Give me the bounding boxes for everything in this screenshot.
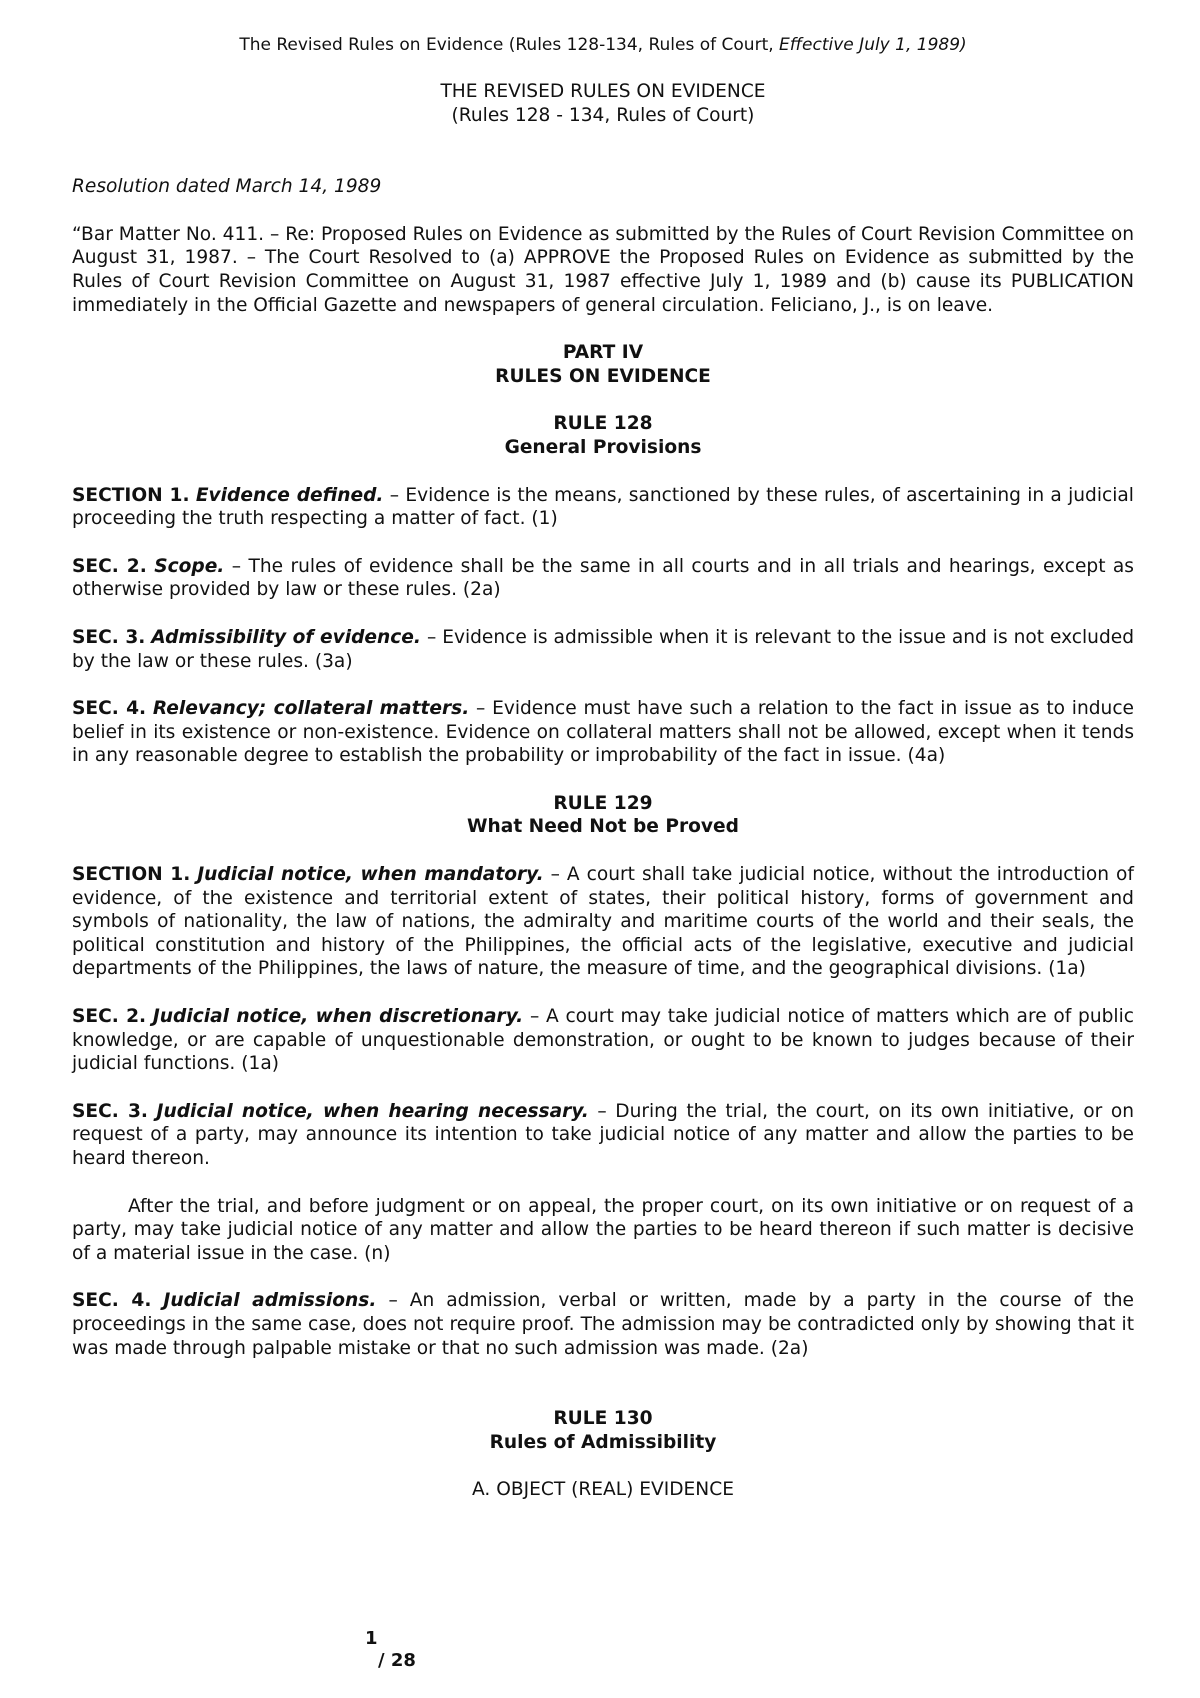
rule-129-section-3 (72, 1100, 1134, 1171)
part-title: RULES ON EVIDENCE (495, 365, 711, 387)
document-subtitle: (Rules 128 - 134, Rules of Court) (451, 104, 755, 126)
document-page (72, 34, 1134, 1502)
part-number: PART IV (562, 342, 644, 364)
section-label: SECTION 1. (72, 484, 190, 506)
section-label: SEC. 2. (72, 1006, 147, 1028)
section-text: – A court shall take judicial notice, without the introduction of evidence, of the existence and territorial extent of states, their political history, forms of government and symbols of nationality, the law of nations, the admiralty and maritime courts of the world and their seals, the political constitution and history of the Philippines, the official acts of the legislative, executive and judicial departments of the Philippines, the laws of nature, the measure of time, and the geographical divisions. (1a) (72, 864, 1134, 980)
section-title: Judicial notice, when discretionary. (152, 1006, 524, 1028)
section-title: Judicial notice, when hearing necessary. (156, 1100, 589, 1122)
document-title: THE REVISED RULES ON EVIDENCE (440, 81, 766, 102)
rule-128-section-1 (72, 484, 1134, 531)
section-title: Relevancy; collateral matters. (152, 698, 470, 720)
rule-129-section-1 (72, 863, 1134, 981)
page-number: 1 (365, 1628, 378, 1649)
section-title: Judicial admissions. (163, 1290, 377, 1312)
section-text: – Evidence is the means, sanctioned by these rules, of ascertaining in a judicial proceeding the truth respecting a matter of fact. (1) (72, 484, 1134, 530)
rule-128-number: RULE 128 (553, 413, 653, 435)
page-total: / 28 (378, 1650, 416, 1671)
section-title: Scope. (154, 555, 225, 577)
section-text: – The rules of evidence shall be the same in all courts and in all trials and hearings, except as otherwise provided by law or these rules. (2a) (72, 555, 1134, 601)
section-text: – An admission, verbal or written, made by a party in the course of the proceedings in the same case, does not require proof. The admission may be contradicted only by showing that it was made through palpable mistake or that no such admission was made. (2a) (72, 1290, 1134, 1359)
section-text: – Evidence is admissible when it is relevant to the issue and is not excluded by the law or these rules. (3a) (72, 626, 1135, 672)
resolution-date: Resolution dated March 14, 1989 (72, 176, 382, 198)
object-evidence-heading: A. OBJECT (REAL) EVIDENCE (472, 1479, 734, 1501)
running-header (72, 34, 1134, 56)
resolution-text: “Bar Matter No. 411. – Re: Proposed Rules on Evidence as submitted by the Rules of Court Revision Committee on August 31, 1987. – The Court Resolved to (a) APPROVE the Proposed Rules on Evidence as submitted by the Rules of Court Revision Committee on August 31, 1987 effective July 1, 1989 and (b) cause its PUBLICATION immediately in the Official Gazette and newspapers of general circulation. Feliciano, J., is on leave. (72, 223, 1134, 316)
section-label: SEC. 2. (72, 555, 147, 577)
rule-130-number: RULE 130 (553, 1408, 653, 1430)
section-text: – During the trial, the court, on its own initiative, or on request of a party, may announce its intention to take judicial notice of any matter and allow the parties to be heard thereon. (72, 1100, 1134, 1169)
section-text: – A court may take judicial notice of matters which are of public knowledge, or are capable of unquestionable demonstration, or ought to be known to judges because of their judicial functions. (1a) (72, 1006, 1134, 1075)
section-label: SECTION 1. (72, 864, 191, 886)
rule-129-section-4 (72, 1289, 1134, 1360)
section-title: Judicial notice, when mandatory. (197, 864, 544, 886)
rule-128-section-2 (72, 555, 1134, 602)
rule-129-section-2 (72, 1005, 1134, 1076)
rule-130-title: Rules of Admissibility (489, 1431, 717, 1453)
section-title: Admissibility of evidence. (151, 626, 421, 648)
rule-129-section-3-paragraph-2: After the trial, and before judgment or on appeal, the proper court, on its own initiative or on request of a party, may take judicial notice of any matter and allow the parties to be heard thereon if such matter is decisive of a material issue in the case. (n) (72, 1195, 1134, 1264)
section-text: – Evidence must have such a relation to the fact in issue as to induce belief in its existence or non-existence. Evidence on collateral matters shall not be allowed, except when it tends in any reasonable degree to establish the probability or improbability of the fact in issue. (4a) (72, 698, 1134, 767)
running-header-italic: Effective July 1, 1989) (779, 35, 967, 55)
section-label: SEC. 3. (72, 626, 146, 648)
rule-129-title: What Need Not be Proved (467, 816, 739, 838)
rule-128-section-4 (72, 697, 1134, 768)
section-title: Evidence defined. (195, 484, 384, 506)
running-header-text: The Revised Rules on Evidence (Rules 128-134, Rules of Court, (239, 35, 780, 55)
section-label: SEC. 4. (72, 1290, 152, 1312)
rule-128-title: General Provisions (504, 436, 702, 458)
section-label: SEC. 3. (72, 1100, 148, 1122)
rule-129-number: RULE 129 (553, 792, 653, 814)
rule-128-section-3 (72, 626, 1134, 673)
section-label: SEC. 4. (72, 698, 147, 720)
